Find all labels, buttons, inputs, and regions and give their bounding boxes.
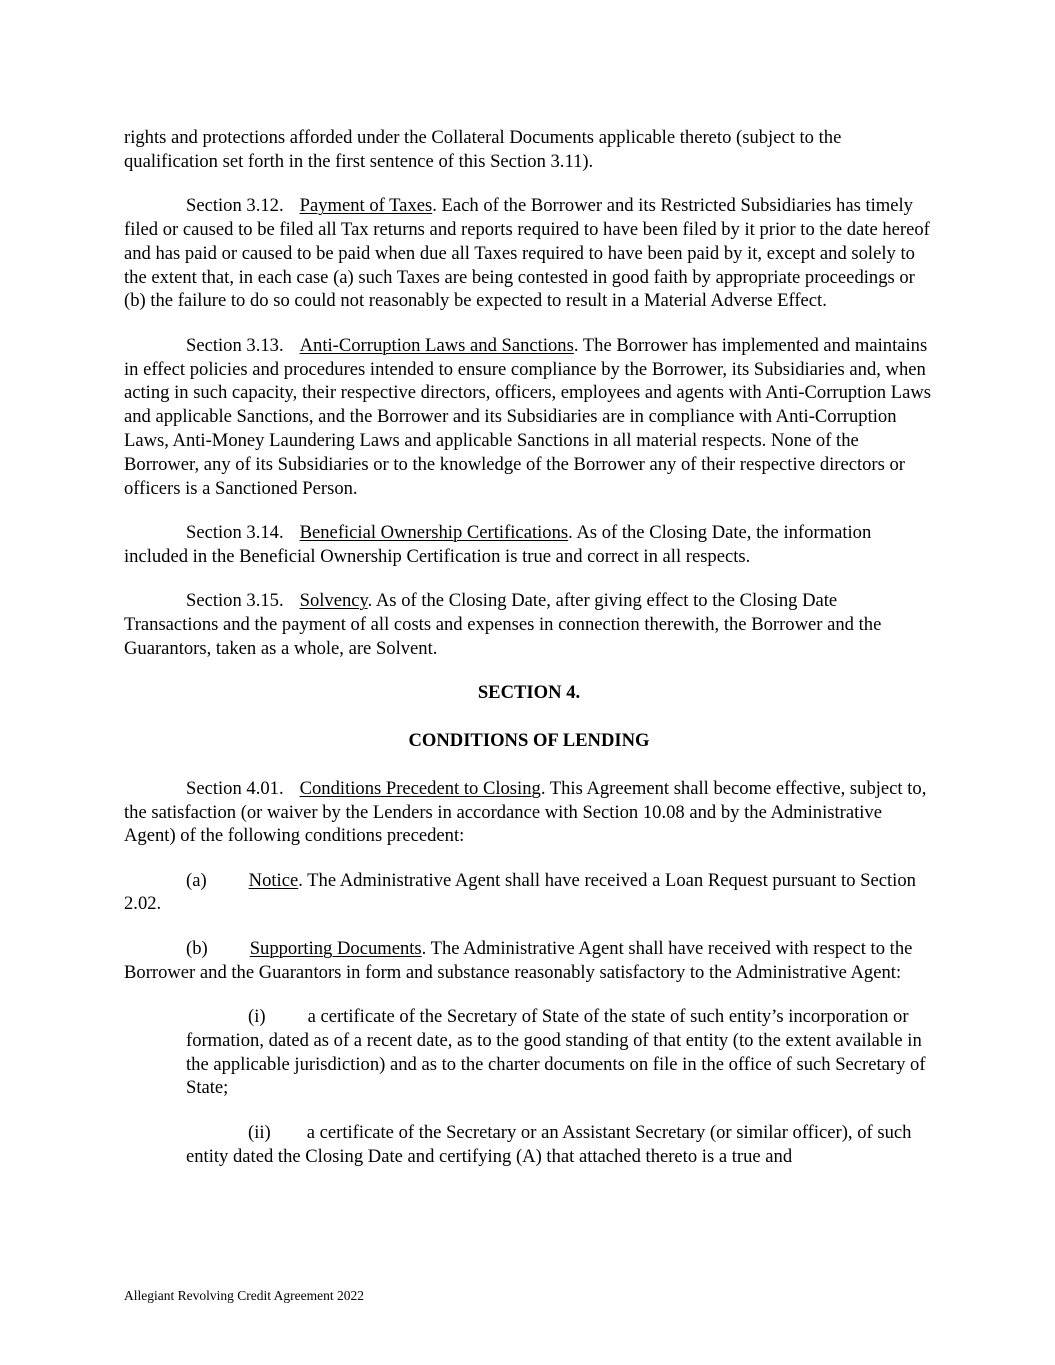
section-number: Section 3.14. xyxy=(186,521,284,543)
section-body: . This Agreement shall become effective, subject to, the satisfaction (or waiver by the Lenders in accordance with Section 10.08 and by the Administrative Agent) of the following conditions precedent: xyxy=(124,777,927,847)
section-number: Section 3.13. xyxy=(186,334,284,356)
section-number: Section 3.12. xyxy=(186,195,284,217)
section-heading: Conditions Precedent to Closing xyxy=(299,777,541,799)
section-3-12 xyxy=(124,194,934,313)
item-body: . The Administrative Agent shall have received a Loan Request pursuant to Section 2.02. xyxy=(124,869,916,915)
section-3-15 xyxy=(124,589,934,660)
item-label: (i) xyxy=(248,1006,266,1028)
item-heading: Notice xyxy=(248,869,299,891)
section-heading: Anti-Corruption Laws and Sanctions xyxy=(299,334,574,356)
section-body: . The Borrower has implemented and maintains in effect policies and procedures intended to ensure compliance by the Borrower, its Subsidiaries and, when acting in such capacity, their respective directors, officers, employees and agents with Anti-Corruption Laws and applicable Sanctions, and the Borrower and its Subsidiaries are in compliance with Anti-Corruption Laws, Anti-Money Laundering Laws and applicable Sanctions in all material respects. None of the Borrower, any of its Subsidiaries or to the knowledge of the Borrower any of their respective directors or officers is a Sanctioned Person. xyxy=(124,334,932,499)
item-label: (a) xyxy=(186,869,207,891)
item-ii xyxy=(186,1121,934,1169)
section-4-title: SECTION 4. xyxy=(477,682,581,704)
section-body: . As of the Closing Date, after giving effect to the Closing Date Transactions and the payment of all costs and expenses in connection therewith, the Borrower and the Guarantors, taken as a whole, are Solvent. xyxy=(124,590,882,659)
section-number: Section 4.01. xyxy=(186,777,284,799)
section-3-13 xyxy=(124,334,934,501)
item-body: a certificate of the Secretary or an Assistant Secretary (or similar officer), of such entity dated the Closing Date and certifying (A) that attached thereto is a true and xyxy=(186,1121,912,1167)
section-4-subtitle: CONDITIONS OF LENDING xyxy=(408,729,650,751)
section-3-14 xyxy=(124,521,934,569)
item-a xyxy=(124,869,934,917)
section-body: . Each of the Borrower and its Restricted Subsidiaries has timely filed or caused to be filed all Tax returns and reports required to have been filed by it prior to the date hereof and has paid or caused to be paid when due all Taxes required to have been paid by it, except and solely to the extent that, in each case (a) such Taxes are being contested in good faith by appropriate proceedings or (b) the failure to do so could not reasonably be expected to result in a Material Adverse Effect. xyxy=(124,195,930,312)
page-footer: Allegiant Revolving Credit Agreement 2022 xyxy=(124,1288,364,1303)
item-i xyxy=(186,1005,934,1100)
item-b xyxy=(124,937,934,985)
section-heading: Solvency xyxy=(299,590,368,612)
section-heading: Beneficial Ownership Certifications xyxy=(299,521,569,543)
item-body: . The Administrative Agent shall have received with respect to the Borrower and the Guarantors in form and substance reasonably satisfactory to the Administrative Agent: xyxy=(124,937,913,983)
item-heading: Supporting Documents xyxy=(249,937,422,959)
item-label: (b) xyxy=(186,937,208,959)
section-heading: Payment of Taxes xyxy=(299,195,433,217)
item-body: a certificate of the Secretary of State of the state of such entity’s incorporation or formation, dated as of a recent date, as to the good standing of that entity (to the extent available in the applicable jurisdiction) and as to the charter documents on file in the office of such Secretary of State; xyxy=(186,1006,926,1099)
section-number: Section 3.15. xyxy=(186,590,284,612)
document-page xyxy=(124,126,934,1189)
item-label: (ii) xyxy=(248,1121,271,1143)
section-body: . As of the Closing Date, the information included in the Beneficial Ownership Certification is true and correct in all respects. xyxy=(124,521,872,567)
paragraph-continuation: rights and protections afforded under the Collateral Documents applicable thereto (subject to the qualification set forth in the first sentence of this Section 3.11). xyxy=(124,127,842,172)
section-4-01 xyxy=(124,777,934,848)
